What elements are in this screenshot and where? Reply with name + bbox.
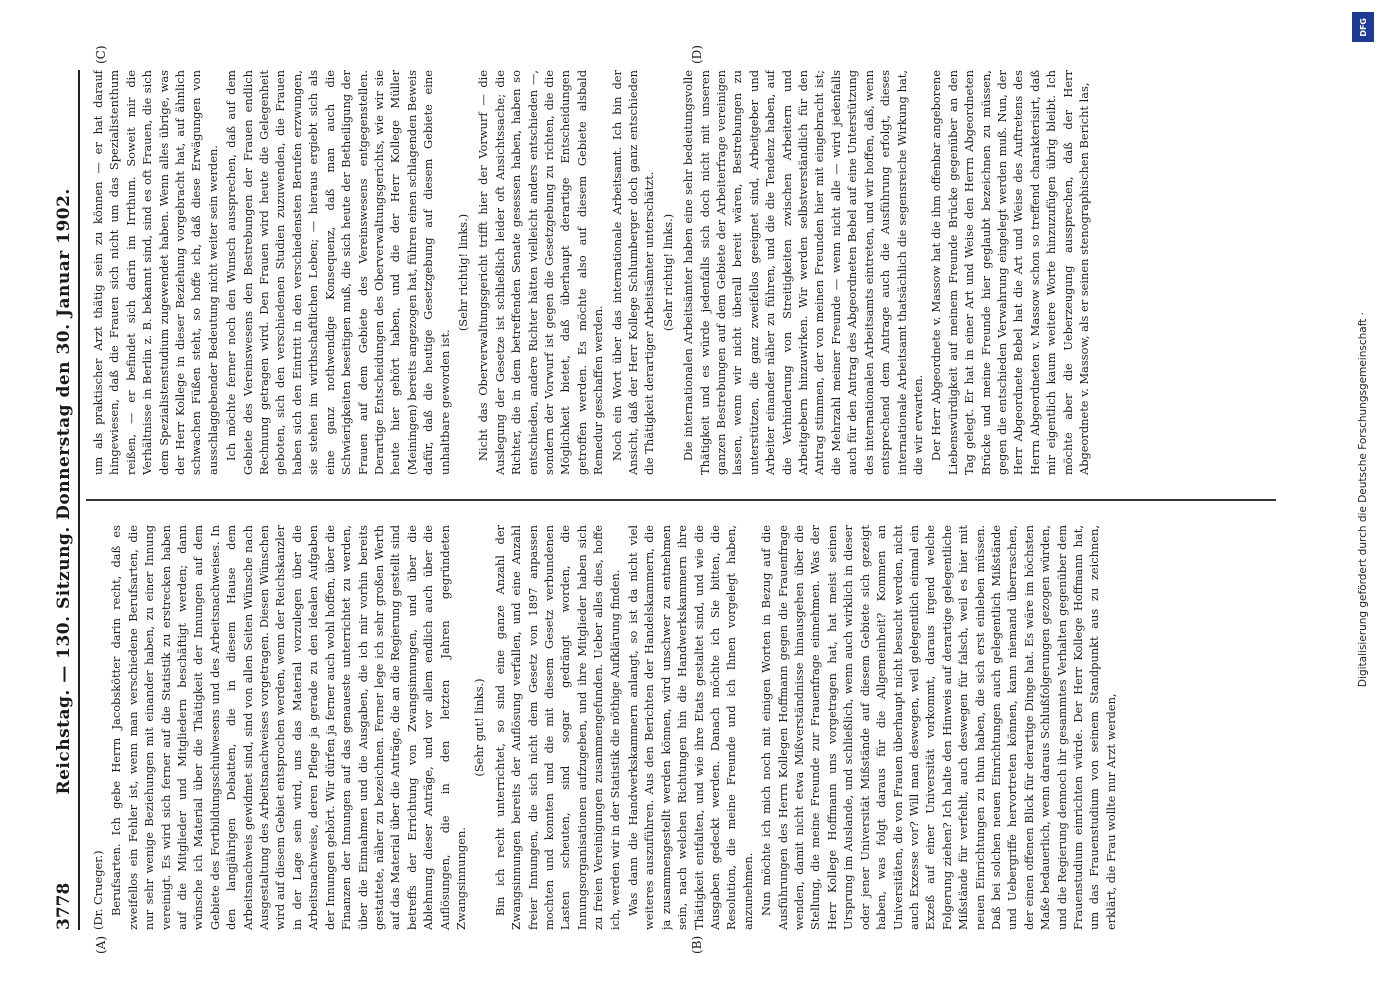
margin-letter-c: (C) bbox=[94, 45, 108, 64]
paragraph: Noch ein Wort über das internationale Arbeitsamt. Ich bin der Ansicht, daß der Herr Kollege Schlumberger doch ganz entschieden die Thätigkeit derartiger Arbeitsämter unterschätzt. bbox=[609, 70, 657, 475]
paragraph: Nun möchte ich mich noch mit einigen Worten in Bezug auf die Ausführungen des Herrn Kollegen Hoffmann gegen die Frauenfrage wenden, damit nicht etwa Mißverständnisse hinausgehen über die Stellung, die meine Freunde zur Frauenfrage einnehmen. Was der Herr Kollege Hoffmann uns vorgetragen hat, hat meist seinen Ursprung im Auslande, und schließlich, wenn auch wirklich in dieser oder jener Universität Mißstände auf diesem Gebiete sich gezeigt haben, was folgt daraus für die Allgemeinheit? Kommen an Universitäten, die von Frauen überhaupt nicht besucht werden, nicht auch Exzesse vor? Will man deswegen, weil gelegentlich einmal ein Exzeß auf einer Universität vorkommt, daraus irgend welche Folgerung ziehen? Ich halte den Hinweis auf derartige gelegentliche Mißstände für verfehlt, auch deswegen für falsch, weil es hier mit neuen Einrichtungen zu thun haben, die sich erst einleben müssen. Daß bei solchen neuen Einrichtungen auch gelegentlich Mißstände und Uebergriffe hervortreten können, kann niemand überraschen, der einen offenen Blick für derartige Dinge hat. Es wäre im höchsten Maße bedauerlich, wenn daraus Schlußfolgerungen gezogen würden, und die Regierung dennoch ihr gesammtes Verhalten gegenüber dem Frauenstudium einrichten würde. Der Herr Kollege Hoffmann hat, um das Frauenstudium von seinem Standpunkt aus zu zeichnen, erklärt, die Frau wollte nur Arzt werden, bbox=[759, 525, 1118, 930]
column-divider bbox=[86, 499, 1276, 501]
paragraph: Der Herr Abgeordnete v. Massow hat die ihm offenbar angeborene Liebenswürdigkeit auf meinem Freunde Brücke gegenüber an den Tag gelegt. Er hat in einer Art und Weise den Herrn Abgeordneten Brücke und meine Freunde hier geglaubt bezeichnen zu müssen, gegen die entschieden Verwahrung eingelegt werden muß. Nun, der Herr Abgeordnete Bebel hat die Art und Weise des Auftretens des Herrn Abgeordneten v. Massow schon so treffend charakterisirt, daß mir eigentlich kaum weitere Worte hinzuzufügen übrig bleibt. Ich möchte aber die Ueberzeugung aussprechen, daß der Herr Abgeordnete v. Massow, als er seinen stenographischen Bericht las, bbox=[929, 70, 1091, 475]
interjection: (Sehr richtig! links.) bbox=[660, 213, 675, 332]
paragraph: Bin ich recht unterrichtet, so sind eine ganze Anzahl der Zwangsinnungen bereits der Auflösung verfallen, und eine Anzahl freier Innungen, die sich nicht dem Gesetz von 1897 anpassen mochten und konnten und die mit diesem Gesetz verbundenen Lasten scheuten, sind sogar gedrängt worden, die Innungsorganisationen aufzugeben, und ihre Mitglieder haben sich zu freien Vereinigungen zusammengefunden. Ueber alles dies, hoffe ich, werden wir in der Statistik die nöthige Aufklärung finden. bbox=[492, 525, 622, 930]
paragraph: Nicht das Oberverwaltungsgericht trifft hier der Vorwurf — die Auslegung der Gesetze ist schließlich leider oft Ansichtssache; die Richter, die in dem betreffenden Senate gesessen haben, haben so entschieden, andere Richter hätten vielleicht anders entschieden —, sondern der Vorwurf ist gegen die Gesetzgebung zu richten, die die Möglichkeit bietet, daß überhaupt derartige Entscheidungen getroffen werden. Es möchte also auf diesem Gebiete alsbald Remedur geschaffen werden. bbox=[476, 70, 606, 475]
paragraph: um als praktischer Arzt thätig sein zu können — er hat darauf hingewiesen, daß die Frauen sich nicht um das Spezialistenthum reißen, — er befindet sich darin im Irrthum. Soweit mir die Verhältnisse in Berlin z. B. bekannt sind, sind es oft Frauen, die sich dem Spezialistenstudium zugewendet haben. Wenn alles übrige, was der Herr Kollege in dieser Beziehung vorgebracht hat, auf ähnlich schwachen Füßen steht, so hoffe ich, daß diese Erwägungen von ausschlaggebender Bedeutung nicht weiter sein werden. bbox=[91, 70, 220, 475]
paragraph: Die internationalen Arbeitsämter haben eine sehr bedeutungsvolle Thätigkeit und es würde jedenfalls sich doch nicht mit unseren ganzen Bestrebungen auf dem Gebiete der Arbeiterfrage vereinigen lassen, wenn wir nicht überall bereit wären, Bestrebungen zu unterstützen, die ganz zweifellos geeignet sind, Arbeitgeber und Arbeiter einander näher zu führen, und die die Tendenz haben, auf die Verhinderung von Streitigkeiten zwischen Arbeitern und Arbeitgebern hinzuwirken. Wir werden selbstverständlich für den Antrag stimmen, der von meinen Freunden hier mit eingebracht ist; die Mehrzahl meiner Freunde — wenn nicht alle — wird jedenfalls auch für den Antrag des Abgeordneten Bebel auf eine Unterstützung des internationalen Arbeitsamts eintreten, und wir hoffen, daß, wenn entsprechend dem Antrage auch die Ausführung erfolgt, dieses internationale Arbeitsamt thatsächlich die segensreiche Wirkung hat, die wir erwarten. bbox=[681, 70, 925, 475]
page-number: 3778 bbox=[54, 882, 74, 930]
right-column bbox=[90, 70, 1270, 475]
left-column bbox=[90, 525, 1270, 930]
paragraph: Ich möchte ferner noch den Wunsch aussprechen, daß auf dem Gebiete des Vereinswesens den Bestrebungen der Frauen endlich Rechnung getragen wird. Den Frauen wird heute die Gelegenheit geboten, sich den verschiedenen Studien zuzuwenden, die Frauen haben sich den Eintritt in den verschiedensten Berufen erzwungen, sie stehen im wirthschaftlichen Leben; — hieraus ergiebt sich als eine ganz nothwendige Konsequenz, daß man auch die Schwierigkeiten beseitigen muß, die sich heute der Betheiligung der Frauen auf dem Gebiete des Vereinswesens entgegenstellen. Derartige Entscheidungen des Oberverwaltungsgerichts, wie wir sie heute hier gehört haben, und die der Herr Kollege Müller (Meiningen) bereits angezogen hat, führen einen schlagenden Beweis dafür, daß die heutige Gesetzgebung auf diesem Gebiete eine unhaltbare geworden ist. bbox=[224, 70, 452, 475]
digitization-credit bbox=[1346, 12, 1380, 988]
interjection: (Sehr richtig! links.) bbox=[455, 213, 470, 332]
page-title: Reichstag. — 130. Sitzung. Donnerstag den 30. Januar 1902. bbox=[54, 188, 74, 795]
page-header bbox=[40, 70, 80, 930]
interjection: (Sehr gut! links.) bbox=[472, 678, 487, 777]
margin-letter-a: (A) bbox=[94, 935, 108, 954]
paragraph: Berufsarten. Ich gebe Herrn Jacobskötter darin recht, daß es zweifellos ein Fehler ist, wenn man verschiedene Berufsarten, die nur sehr wenige Beziehungen mit einander haben, zu einer Innung vereinigt. Es wird sich ferner auf die Statistik zu erstrecken haben auf die Mitglieder und Mitgliedern beschäftigt werden; dann wünsche ich Material über die Thätigkeit der Innungen auf dem Gebiete des Fortbildungsschulwesens und des Arbeitsnachweises. In den langjährigen Debatten, die in diesem Hause dem Arbeitsnachweis gewidmet sind, sind von allen Seiten Wünsche nach Ausgestaltung des Arbeitsnachweises vorgetragen. Diesen Wünschen wird auf diesem Gebiet entsprochen werden, wenn der Reichskanzler in der Lage sein wird, uns das Material vorzulegen über die Arbeitsnachweise, deren Pflege ja gerade zu den idealen Aufgaben der Innungen gehört. Wir dürfen ja ferner auch wohl hoffen, über die Finanzen der Innungen auf das genaueste unterrichtet zu werden, über die Einnahmen und die Ausgaben, die ich mir vorhin bereits gestattete, näher zu bezeichnen. Ferner lege ich sehr großen Werth auf das Material über die Anträge, die an die Regierung gestellt sind betreffs der Errichtung von Zwangsinnungen, und über die Ablehnung dieser Anträge, und vor allem endlich auch über die Auflösungen, die in den letzten Jahren gegründeten Zwangsinnungen. bbox=[109, 525, 468, 930]
dfg-logo: DFG bbox=[1352, 12, 1374, 42]
margin-letter-d: (D) bbox=[690, 45, 704, 64]
digitization-credit-text: Digitalisierung gefördert durch die Deutsche Forschungsgemeinschaft · bbox=[1357, 312, 1369, 688]
paragraph: Was dann die Handwerkskammern anlangt, so ist da nicht viel weiteres auszuführen. Aus den Berichten der Handelskammern, die ja zusammengestellt werden können, wird unschwer zu entnehmen sein, nach welchen Richtungen hin die Handwerkskammern ihre Thätigkeit entfalten, und wie ihre Etats gestaltet sind, und wie die Ausgaben gedeckt werden. Danach möchte ich Sie bitten, die Resolution, die meine Freunde und ich Ihnen vorgelegt haben, anzunehmen. bbox=[626, 525, 755, 930]
margin-letter-b: (B) bbox=[690, 935, 704, 954]
speaker-name: (Dr. Crueger.) bbox=[91, 850, 105, 930]
